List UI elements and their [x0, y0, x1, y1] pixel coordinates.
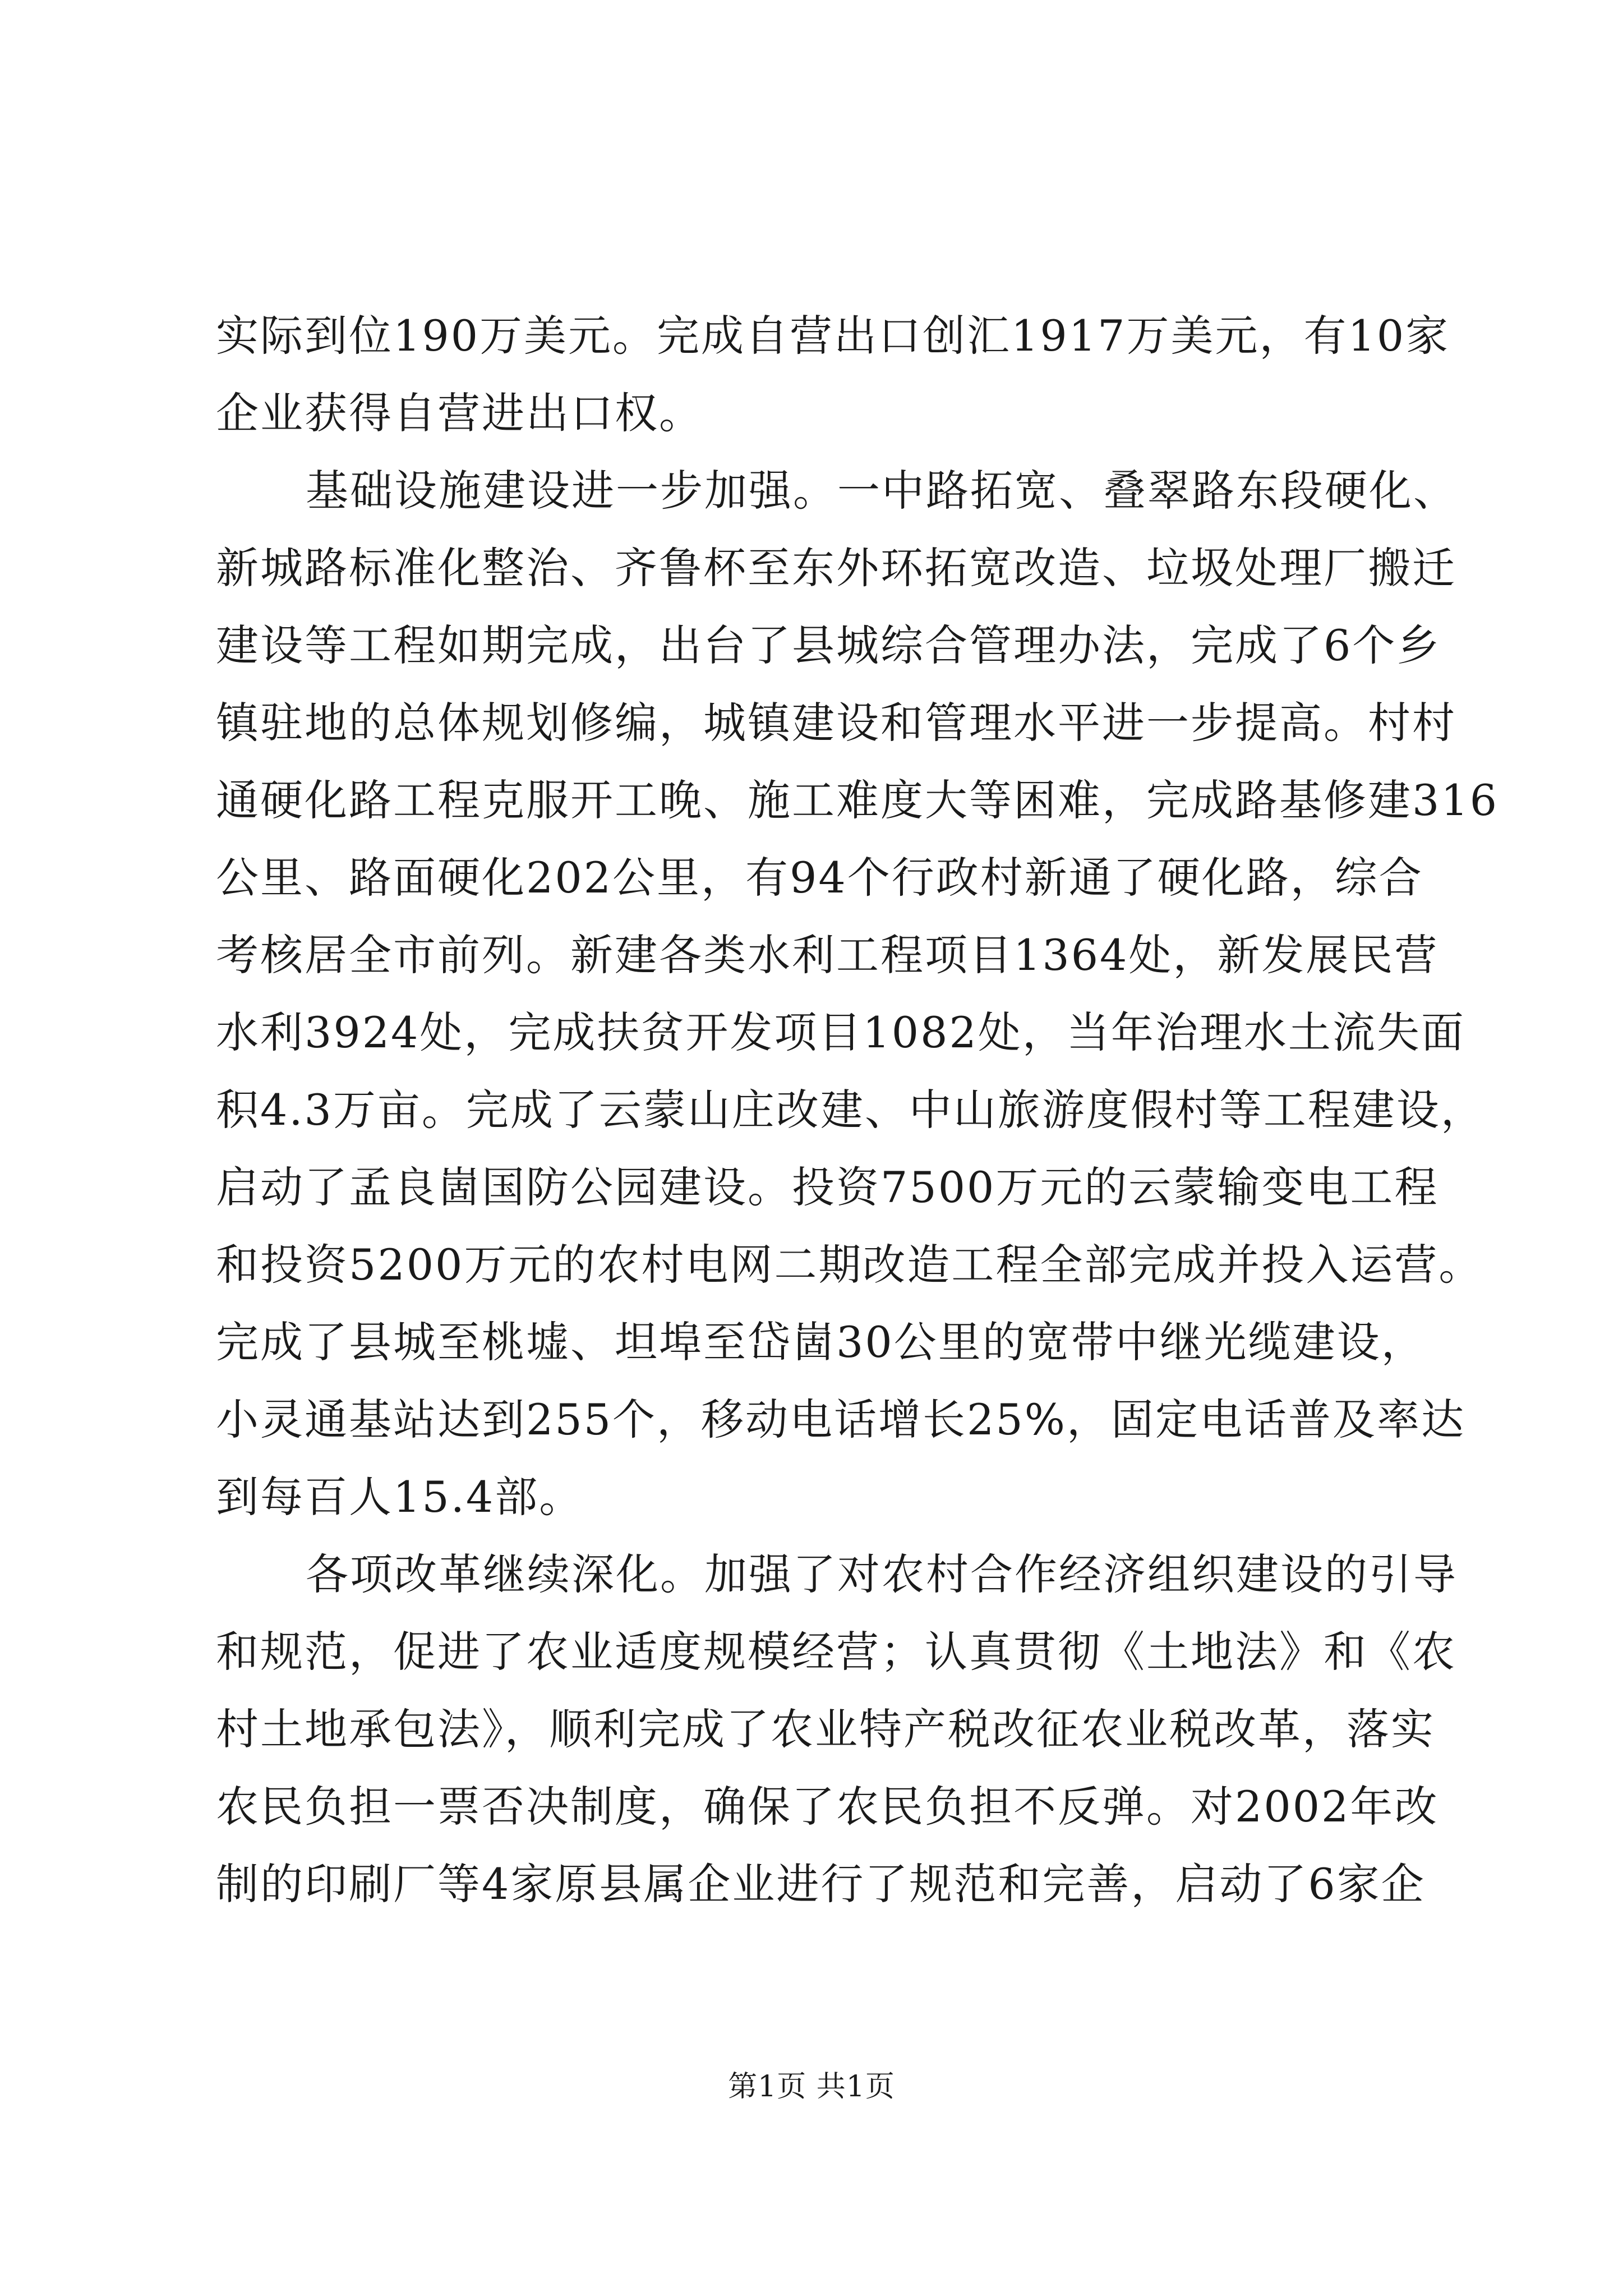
text-line: 考核居全市前列。新建各类水利工程项目1364处，新发展民营	[216, 930, 1439, 980]
text-line: 村土地承包法》，顺利完成了农业特产税改征农业税改革，落实	[216, 1704, 1435, 1754]
text-line: 制的印刷厂等4家原县属企业进行了规范和完善，启动了6家企	[216, 1859, 1426, 1909]
text-line: 积4.3万亩。完成了云蒙山庄改建、中山旅游度假村等工程建设，	[216, 1085, 1485, 1135]
text-line: 启动了孟良崮国防公园建设。投资7500万元的云蒙输变电工程	[216, 1162, 1439, 1212]
text-line: 镇驻地的总体规划修编，城镇建设和管理水平进一步提高。村村	[216, 698, 1456, 748]
paragraph	[216, 297, 1450, 452]
text-line: 小灵通基站达到255个，移动电话增长25%，固定电话普及率达	[216, 1395, 1465, 1444]
text-line: 公里、路面硬化202公里，有94个行政村新通了硬化路，综合	[216, 853, 1423, 903]
text-line: 完成了县城至桃墟、坦埠至岱崮30公里的宽带中继光缆建设，	[216, 1317, 1426, 1367]
text-line: 各项改革继续深化。加强了对农村合作经济组织建设的引导	[306, 1549, 1458, 1599]
text-line: 通硬化路工程克服开工晚、施工难度大等困难，完成路基修建316	[216, 775, 1499, 825]
text-line: 企业获得自营进出口权。	[216, 388, 703, 438]
text-line: 实际到位190万美元。完成自营出口创汇1917万美元，有10家	[216, 311, 1450, 361]
text-line: 建设等工程如期完成，出台了县城综合管理办法，完成了6个乡	[216, 620, 1441, 670]
text-line: 基础设施建设进一步加强。一中路拓宽、叠翠路东段硬化、	[306, 466, 1458, 516]
document-body	[216, 297, 1499, 1923]
text-line: 到每百人15.4部。	[216, 1472, 584, 1522]
text-line: 和规范，促进了农业适度规模经营；认真贯彻《土地法》和《农	[216, 1627, 1456, 1677]
text-line: 和投资5200万元的农村电网二期改造工程全部完成并投入运营。	[216, 1240, 1483, 1290]
text-line: 水利3924处，完成扶贫开发项目1082处，当年治理水土流失面	[216, 1007, 1465, 1057]
page-footer: 第1页 共1页	[728, 2070, 895, 2104]
paragraph	[216, 1536, 1458, 1923]
text-line: 农民负担一票否决制度，确保了农民负担不反弹。对2002年改	[216, 1782, 1439, 1832]
paragraph	[216, 452, 1499, 1536]
text-line: 新城路标准化整治、齐鲁杯至东外环拓宽改造、垃圾处理厂搬迁	[216, 543, 1456, 593]
